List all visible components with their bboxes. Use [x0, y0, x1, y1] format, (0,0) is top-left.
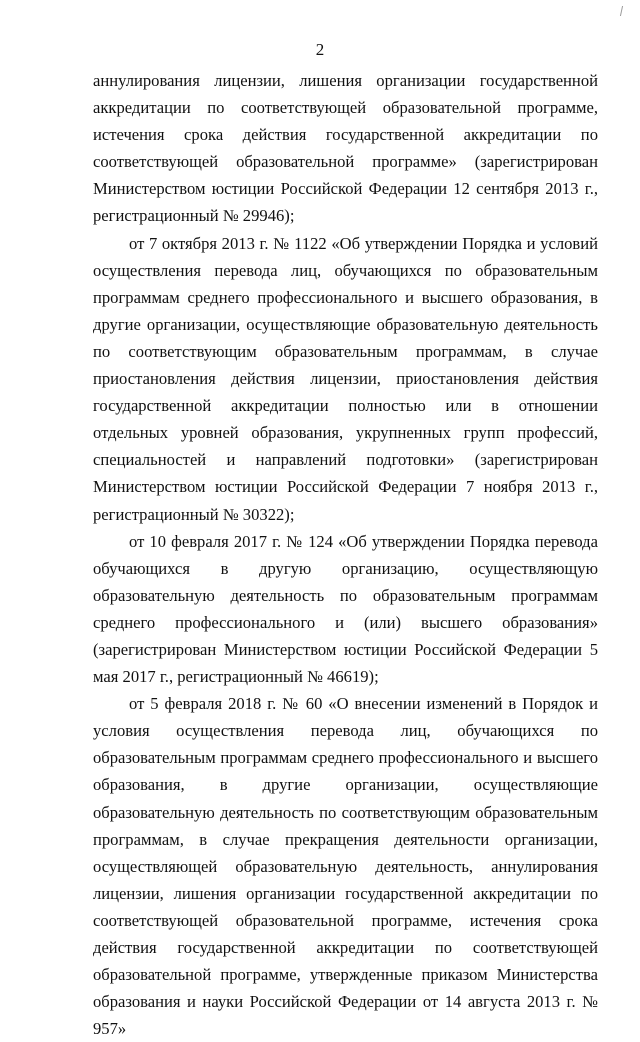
- paragraph-order-124: от 10 февраля 2017 г. № 124 «Об утверждении Порядка перевода обучающихся в другую организацию, осуществляющую образовательную деятельность по образовательным программам среднего профессионального и (или) высшего образования» (зарегистрирован Министерством юстиции Российской Федерации 5 мая 2017 г., регистрационный № 46619);: [93, 531, 598, 687]
- page-number: 2: [315, 40, 325, 59]
- paragraph-order-60: от 5 февраля 2018 г. № 60 «О внесении изменений в Порядок и условия осуществления перевода лиц, обучающихся по образовательным программам среднего профессионального и высшего образования, в другие организации, осуществляющие образовательную деятельность по соответствующим образовательным программам, в случае прекращения деятельности организации, осуществляющей образовательную деятельность, аннулирования лицензии, лишения организации государственной аккредитации по соответствующей образовательной программе, истечения срока действия государственной аккредитации по соответствующей образовательной программе, утвержденные приказом Министерства образования и науки Российской Федерации от 14 августа 2013 г. № 957»: [93, 694, 598, 1039]
- scan-mark: [620, 6, 627, 16]
- document-body: [93, 67, 598, 1042]
- paragraph-continuation: аннулирования лицензии, лишения организации государственной аккредитации по соответствующей образовательной программе, истечения срока действия государственной аккредитации по соответствующей образовательной программе» (зарегистрирован Министерством юстиции Российской Федерации 12 сентября 2013 г., регистрационный № 29946);: [93, 71, 598, 226]
- paragraph-order-1122: от 7 октября 2013 г. № 1122 «Об утверждении Порядка и условий осуществления перевода лиц, обучающихся по образовательным программам среднего профессионального и высшего образования, в другие организации, осуществляющие образовательную деятельность по соответствующим образовательным программам, в случае приостановления действия лицензии, приостановления действия государственной аккредитации полностью или в отношении отдельных уровней образования, укрупненных групп профессий, специальностей и направлений подготовки» (зарегистрирован Министерством юстиции Российской Федерации 7 ноября 2013 г., регистрационный № 30322);: [93, 233, 598, 524]
